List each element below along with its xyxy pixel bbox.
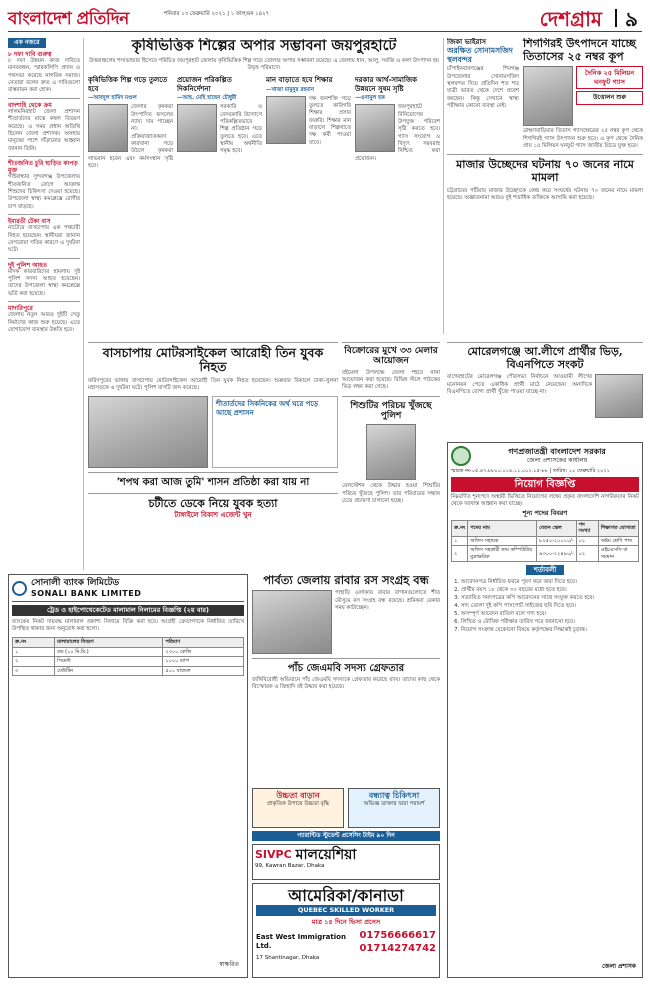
titas-story[interactable] xyxy=(523,38,643,150)
table-cell: ০১ xyxy=(576,536,598,546)
gov-org: গণপ্রজাতন্ত্রী বাংলাদেশ সরকার xyxy=(508,447,606,457)
sivpc-logo: SIVPC xyxy=(255,847,292,861)
rubber-story[interactable] xyxy=(252,574,440,784)
zika-text: চাঁপাইনবাবগঞ্জের শিবগঞ্জ উপজেলার সোনামসজিদ স্থলবন্দর দিয়ে প্রতিদিন শত শত যাত্রী ভারত থেকে দেশে প্রবেশ করছেন। কিন্তু সেখানে স্বাস্থ্য পরীক্ষার কোনো ব্যবস্থা নেই। xyxy=(447,66,519,110)
bank-logo-icon xyxy=(12,581,27,596)
table-cell: অষ্টম শ্রেণি পাস xyxy=(598,536,638,546)
table-cell: ০২ xyxy=(576,546,598,562)
brief-item[interactable] xyxy=(8,102,80,153)
brief-text: মাদক কারবারিদের হামলায় দুই পুলিশ সদস্য আহত হয়েছেন। তাদের উপজেলা স্বাস্থ্য কমপ্লেক্সে ভর্তি করা হয়েছে। xyxy=(8,268,80,297)
fair-headline[interactable]: বিক্রোরের মুখে ৩৩ মেলার আয়োজন xyxy=(344,346,438,367)
bank-name-en: SONALI BANK LIMITED xyxy=(31,588,142,598)
clinic-ad[interactable] xyxy=(348,788,440,828)
brief-item[interactable] xyxy=(8,262,80,299)
zika-subhead: অরক্ষিত সোনামসজিদ স্থলবন্দর xyxy=(447,46,513,65)
brief-item[interactable] xyxy=(8,305,80,334)
brief-column xyxy=(8,38,80,570)
table-cell: ২৩০০ কেজি xyxy=(163,647,244,657)
term-item: 6. লিখিত ও মৌখিক পরীক্ষার তারিখ পরে জানানো হবে। xyxy=(461,618,639,626)
page-number: ৯ xyxy=(625,7,638,31)
table-cell: ১ xyxy=(452,536,468,546)
clinic-ad-text: অভিজ্ঞ ডাক্তার দ্বারা পরামর্শ xyxy=(363,800,425,807)
brief-item[interactable] xyxy=(8,218,80,255)
portrait-photo xyxy=(266,96,306,144)
brief-text: লালমনিরহাট জেলা প্রশাসন শীতার্তদের মাঝে কম্বল বিতরণ করেছে। এ সময় প্রধান অতিথি ছিলেন জেলা প্রশাসক। অসহায় মানুষের পাশে দাঁড়ানোর আহ্বান জানান তিনি। xyxy=(8,108,80,152)
subcolumn-text: দক্ষ জনশক্তি গড়ে তুলতে কারিগরি শিক্ষার প্রসার জরুরি। শিক্ষার মান বাড়ালে শিল্পখাতে দক্ষ কর্মী পাওয়া যাবে। xyxy=(309,95,351,146)
vacancy-col-header: পদের নাম xyxy=(468,520,537,536)
table-row xyxy=(13,647,244,657)
phone-number[interactable]: 01714274742 xyxy=(359,943,436,955)
auction-col-header: ক্র.নং xyxy=(13,638,55,648)
auction-body: ব্যাংকের নিকট দায়বদ্ধ মালামাল প্রকাশ্য নিলামে বিক্রি করা হবে। আগ্রহী ক্রেতাগণকে নির্ধারিত তারিখে উপস্থিত থাকার জন্য অনুরোধ করা হলো। xyxy=(12,618,244,632)
government-seal-icon xyxy=(451,446,471,466)
police-text: রেলস্টেশন থেকে উদ্ধার হওয়া শিশুটির পরিচয় খুঁজছে পুলিশ। তার পরিবারের সন্ধান চেয়ে প্রচারণা চালানো হচ্ছে। xyxy=(342,483,440,505)
lead-subcolumn xyxy=(355,76,440,170)
lead-subcolumn xyxy=(88,76,173,170)
accident-photo xyxy=(88,396,208,468)
brief-title: ৮ দফা দাবি গুরুত্ব xyxy=(8,50,52,58)
recruit-intro: নিম্নবর্ণিত শূন্যপদে অস্থায়ী ভিত্তিতে নিয়োগের লক্ষ্যে প্রকৃত বাংলাদেশি নাগরিকদের নিকট থেকে দরখাস্ত আহ্বান করা যাচ্ছে। xyxy=(451,493,639,507)
table-cell: ৯৩০০-২২৪৯০/- xyxy=(537,546,577,562)
brief-title: শীতজনিত চুরি ছাড়িত কাপড় মুক্ত xyxy=(8,159,78,175)
table-cell: ১০০০ ব্যাগ xyxy=(163,657,244,667)
winter-callout: শীতার্তদের সিকনিকের অর্থ ঘরে পড়ে আছে প্রশাসন xyxy=(216,400,319,417)
fair-story[interactable] xyxy=(342,342,440,568)
subcolumn-byline: —আছ. মেহি হাছেন চৌধুরী xyxy=(177,95,237,102)
vacancy-table xyxy=(451,520,639,563)
immigration-text: মাত্র ১৫ দিনে ভিসা প্রসেস xyxy=(311,917,381,926)
mazar-story[interactable] xyxy=(447,159,643,202)
malaysia-title: মালয়েশিয়া xyxy=(295,847,357,863)
term-item: 2. প্রার্থীর বয়স ১৮ থেকে ৩০ বছরের মধ্যে হতে হবে। xyxy=(461,586,639,594)
recruitment-ad[interactable] xyxy=(447,442,643,978)
recruit-title: নিয়োগ বিজ্ঞপ্তি xyxy=(451,477,639,492)
fair-text: বইমেলা উপলক্ষে জেলা শহরে নানা আয়োজন করা হয়েছে। বিভিন্ন স্টলে পাঠকের ভিড় লক্ষ্য করা গেছে। xyxy=(342,369,440,391)
terms-list xyxy=(451,578,639,635)
table-cell: অফিস সহায়ক xyxy=(468,536,537,546)
auction-col-header: পরিমাণ xyxy=(163,638,244,648)
titas-headline[interactable]: শিগগিরই উৎপাদনে যাচ্ছে তিতাসের ২৫ নম্বর কূপ xyxy=(523,38,636,63)
immigration-ad[interactable] xyxy=(252,883,440,978)
auction-table xyxy=(12,637,244,676)
gov-ref: স্মারক নং-০৫.৪৭.৮৮০০.০১৪.১১.০০২.১৫-৮৮ | তারিখ: ১১ ফেব্রুয়ারি ২০২১ xyxy=(451,468,610,474)
height-ad[interactable] xyxy=(252,788,344,828)
malaysia-contact: 99, Kawran Bazar, Dhaka xyxy=(255,863,325,870)
bike-text: ফরিদপুরের ভাঙ্গায় বাসচাপায় মোটরসাইকেল আরোহী তিন যুবক নিহত হয়েছেন। শুক্রবার বিকালে ঢাকা-খুলনা মহাসড়কে এ দুর্ঘটনা ঘটে। পুলিশ বাসটি জব্দ করেছে। xyxy=(88,377,338,392)
height-ad-title: উচ্চতা বাড়ান xyxy=(276,791,320,800)
term-item: 5. অসম্পূর্ণ আবেদন বাতিল বলে গণ্য হবে। xyxy=(461,610,639,618)
vacancy-col-header: শিক্ষাগত যোগ্যতা xyxy=(598,520,638,536)
bank-name-bn: সোনালী ব্যাংক লিমিটেড xyxy=(31,578,120,588)
brief-text: জেলায় নতুন আরও দুইটি সেতু নির্মাণের কাজ শুরু হয়েছে। এতে যোগাযোগ ব্যবস্থার উন্নতি হবে। xyxy=(8,312,80,334)
vacancy-col-header: পদ সংখ্যা xyxy=(576,520,598,536)
guarantee-banner: গ্যারান্টিড স্টুডেন্ট প্রসেসিং টাইম ৯০ দিন xyxy=(252,831,440,841)
issue-date: শনিবার ১৩ ফেব্রুয়ারি ২০২১ | ১ ফাল্গুন ১৪২৭ xyxy=(164,11,270,17)
gas-callout-b: উত্তোলন শুরু xyxy=(576,91,643,105)
table-row xyxy=(13,657,244,667)
arrest-headline[interactable]: পাঁচ জেএমবি সদস্য গ্রেফতার xyxy=(287,663,405,675)
arrest-text: জঙ্গিবিরোধী অভিযানে পাঁচ জেএমবি সদস্যকে গ্রেফতার করেছে র‍্যাব। তাদের কাছ থেকে বিস্ফোরক ও জিহাদি বই উদ্ধার করা হয়েছে। xyxy=(252,676,440,691)
table-cell: ৫০০ বান্ডেল xyxy=(163,666,244,676)
brief-text: গাইবান্ধার সুন্দরগঞ্জ উপজেলায় শীতজনিত রোগে আক্রান্ত শিশুদের চিকিৎসা দেওয়া হয়েছে। উপজেলা স্বাস্থ্য কমপ্লেক্সে রোগীর চাপ বাড়ছে। xyxy=(8,174,80,210)
subcolumn-title: প্রয়োজন পরিকল্পিত দিকনির্দেশনা xyxy=(177,76,232,93)
shapath-headline[interactable]: 'শপথ করা আজ তুমি' শাসন প্রতিষ্ঠা করা যায় না xyxy=(116,477,310,489)
term-item: 4. সদ্য তোলা দুই কপি পাসপোর্ট সাইজের ছবি দিতে হবে। xyxy=(461,602,639,610)
recruit-signer: জেলা প্রশাসক xyxy=(601,963,636,971)
portrait-photo xyxy=(355,104,395,152)
table-cell: অফিস সহকারী কাম কম্পিউটার মুদ্রাক্ষরিক xyxy=(468,546,537,562)
height-ad-text: প্রাকৃতিক উপায়ে উচ্চতা বৃদ্ধি xyxy=(266,800,330,807)
gov-dept: জেলা প্রশাসকের কার্যালয় xyxy=(526,456,588,464)
vacancy-col-header: ক্র.নং xyxy=(452,520,468,536)
table-cell: এইচএসসি বা সমমান xyxy=(598,546,638,562)
child-photo xyxy=(366,424,416,480)
zika-kicker: জিকা ভাইরাস xyxy=(447,38,487,46)
subcolumn-byline: —খাজা মামুনুর রহমান xyxy=(266,86,314,93)
mazar-text: চট্টগ্রামের পটিয়ায় মাজার উচ্ছেদকে কেন্দ্র করে সংঘর্ষের ঘটনায় ৭০ জনের নামে মামলা হয়েছে। অজ্ঞাতনামা আরও দুই শতাধিক ব্যক্তিকে আসামি করা হয়েছে। xyxy=(447,187,643,201)
lead-intro: উত্তরাঞ্চলের শস্যভান্ডার হিসেবে পরিচিত জয়পুরহাট জেলায় কৃষিভিত্তিক শিল্প গড়ে তোলার অপার সম্ভাবনা রয়েছে। এ জেলায় ধান, আলু, সবজি ও কলা উৎপাদন হয় উদ্বৃত্ত পরিমাণে। xyxy=(89,57,439,72)
immigration-title: আমেরিকা/কানাডা xyxy=(288,886,404,905)
table-row xyxy=(13,666,244,676)
gas-field-photo xyxy=(523,66,573,126)
lead-subcolumn xyxy=(266,76,351,170)
brief-tag: এক নজরে xyxy=(8,38,46,48)
bank-sign: স্বাক্ষরিত xyxy=(219,961,239,969)
chaiti-subhead: টাঙ্গাইলে বিকাশ এজেন্ট খুন xyxy=(174,510,252,519)
table-row xyxy=(452,536,639,546)
immigration-address: 17 Shantinagar, Dhaka xyxy=(256,955,320,962)
term-item: 3. সত্যায়িত সনদপত্রের কপি আবেদনের সাথে সংযুক্ত করতে হবে। xyxy=(461,594,639,602)
rubber-photo xyxy=(252,590,332,654)
section-title: দেশগ্রাম xyxy=(539,7,602,31)
table-cell: ২ xyxy=(452,546,468,562)
phone-number[interactable]: 01756666617 xyxy=(359,930,436,942)
table-cell: সিমেন্ট xyxy=(55,657,163,667)
portrait-photo xyxy=(177,104,217,152)
table-cell: ৮২৫০-২০০১০/- xyxy=(537,536,577,546)
masthead xyxy=(8,6,642,32)
brief-title: ইমারতী টেকা বাস xyxy=(8,218,51,226)
portrait-photo xyxy=(88,104,128,152)
brief-item[interactable] xyxy=(8,160,80,211)
recruit-table-caption: শূন্য পদের বিবরণ xyxy=(522,509,568,518)
brief-title: মাদারিপুরে xyxy=(8,305,33,313)
subcolumn-title: মান বাড়াতে হবে শিক্ষার xyxy=(266,76,333,85)
column-divider xyxy=(443,38,444,334)
brief-title: বাদশাহি থেকে ক্রম xyxy=(8,101,52,109)
table-cell: ২ xyxy=(13,657,55,667)
term-item: 7. নিয়োগ সংক্রান্ত যেকোনো বিষয়ে কর্তৃপক্ষের সিদ্ধান্তই চূড়ান্ত। xyxy=(461,626,639,634)
clinic-ad-title: বন্ধ্যাত্ব চিকিৎসা xyxy=(368,791,420,800)
lead-headline[interactable]: কৃষিভিত্তিক শিল্পের অপার সম্ভাবনা জয়পুরহাটে xyxy=(131,38,397,54)
bike-accident-story[interactable] xyxy=(88,342,338,568)
election-photo xyxy=(595,374,643,418)
brief-title: দুই পুলিশ আহত xyxy=(8,261,47,269)
rubber-headline[interactable]: পার্বত্য জেলায় রাবার রস সংগ্রহ বন্ধ xyxy=(263,574,429,587)
mazar-headline[interactable]: মাজার উচ্ছেদের ঘটনায় ৭০ জনের নামে মামলা xyxy=(456,158,634,184)
subcolumn-byline: —এনামুল হক xyxy=(355,95,385,102)
newspaper-logo[interactable]: বাংলাদেশ প্রতিদিন xyxy=(8,9,129,29)
rubber-text: পাহাড়ি এলাকায় রাবার বাগানগুলোতে শীত মৌসুমে রস সংগ্রহ বন্ধ রয়েছে। শ্রমিকরা বেকার সময় কাটাচ্ছেন। xyxy=(335,590,440,611)
zika-story[interactable] xyxy=(447,38,519,150)
brief-item[interactable] xyxy=(8,51,80,95)
bank-auction-ad[interactable] xyxy=(8,574,248,978)
morelganj-story[interactable] xyxy=(447,342,643,438)
brief-text: ৮ দফা উন্নয়ন কাজ দাবিতে মানববন্ধন, স্মারকলিপি প্রদান ও পথসভা করেছে নাগরিক সমাজ। নেতারা বলেন দ্রুত এ দাবিগুলো বাস্তবায়ন করা হোক। xyxy=(8,57,80,94)
gas-callout: দৈনিক ২৫ মিলিয়ন ঘনফুট গ্যাস xyxy=(576,66,643,89)
table-cell: ৩ xyxy=(13,666,55,676)
term-item: 1. আবেদনপত্র নির্ধারিত ফরমে পূরণ করে জমা দিতে হবে। xyxy=(461,578,639,586)
immigration-sub: QUEBEC SKILLED WORKER xyxy=(256,905,436,915)
table-row xyxy=(452,546,639,562)
subcolumn-text: জেলার কৃষকরা উৎপাদিত ফসলের ন্যায্য দাম পাচ্ছেন না। প্রক্রিয়াজাতকরণ কারখানা গড়ে উঠলে কৃষকরা লাভবান হবেন এবং কর্মসংস্থান সৃষ্টি হবে। xyxy=(88,104,173,169)
table-cell: রড (১০ মি.মি.) xyxy=(55,647,163,657)
table-cell: ১ xyxy=(13,647,55,657)
bike-headline[interactable]: বাসচাপায় মোটরসাইকেল আরোহী তিন যুবক নিহত xyxy=(102,345,324,375)
lead-story[interactable] xyxy=(88,38,440,338)
right-top-stories xyxy=(447,38,643,334)
morelganj-text: বাগেরহাটের মোরেলগঞ্জ পৌরসভা নির্বাচনে আওয়ামী লীগের মনোনয়ন পেতে একাধিক প্রার্থী মাঠে নেমেছেন। অন্যদিকে বিএনপিতে যোগ্য প্রার্থী খুঁজে পাওয়া যাচ্ছে না। xyxy=(447,374,592,395)
malaysia-ad[interactable] xyxy=(252,844,440,880)
vacancy-col-header: বেতন স্কেল xyxy=(537,520,577,536)
subcolumn-title: কৃষিভিত্তিক শিল্প গড়ে তুলতে হবে xyxy=(88,76,168,93)
column-divider xyxy=(83,38,84,570)
auction-title: ট্রেড ও হাইপোথেকেটেড মালামাল নিলামের বিজ্ঞপ্তি (২য় বার) xyxy=(12,605,244,615)
titas-text: ব্রাহ্মণবাড়িয়ার তিতাস গ্যাসক্ষেত্রের ২৫ নম্বর কূপ থেকে শিগগিরই গ্যাস উৎপাদন শুরু হবে। এ কূপ থেকে দৈনিক প্রায় ১৫ মিলিয়ন ঘনফুট গ্যাস জাতীয় গ্রিডে যুক্ত হবে। xyxy=(523,128,643,149)
table-cell: ঢেউটিন xyxy=(55,666,163,676)
terms-title: শর্তাবলী xyxy=(526,565,565,575)
subcolumn-text: জয়পুরহাটে বিনিয়োগের উপযুক্ত পরিবেশ সৃষ্টি করতে হবে। গ্যাস সংযোগ ও বিদ্যুৎ সরবরাহ নিশ্চিত করা প্রয়োজন। xyxy=(355,104,440,162)
immigration-company: East West Immigration Ltd. xyxy=(256,933,346,951)
chaiti-headline[interactable]: চটীতে ডেকে নিয়ে যুবক হত্যা xyxy=(148,496,278,510)
auction-col-header: মালামালের বিবরণ xyxy=(55,638,163,648)
police-headline[interactable]: শিশুটির পরিচয় খুঁজছে পুলিশ xyxy=(350,400,432,422)
subcolumn-text: সরকারি ও বেসরকারি উদ্যোগে পরিকল্পিতভাবে শিল্প প্রতিষ্ঠান গড়ে তুলতে হবে। এতে স্থানীয় অর্থনীতি সমৃদ্ধ হবে। xyxy=(220,104,262,155)
lead-subcolumn xyxy=(177,76,262,170)
brief-text: নাটোরে বাসচাপায় এক পথচারী নিহত হয়েছেন। স্থানীয়রা জানান বেপরোয়া গতির কারণে এ দুর্ঘটনা ঘটে। xyxy=(8,225,80,254)
morelganj-headline[interactable]: মোরেলগঞ্জে আ.লীগে প্রার্থীর ভিড়, বিএনপিতে সংকট xyxy=(467,345,623,371)
subcolumn-title: দরকার আর্থ-সামাজিক উন্নয়নে সুষম সৃষ্টি xyxy=(355,76,418,93)
subcolumn-byline: —আবদুল হামিদ মণ্ডল xyxy=(88,95,137,102)
